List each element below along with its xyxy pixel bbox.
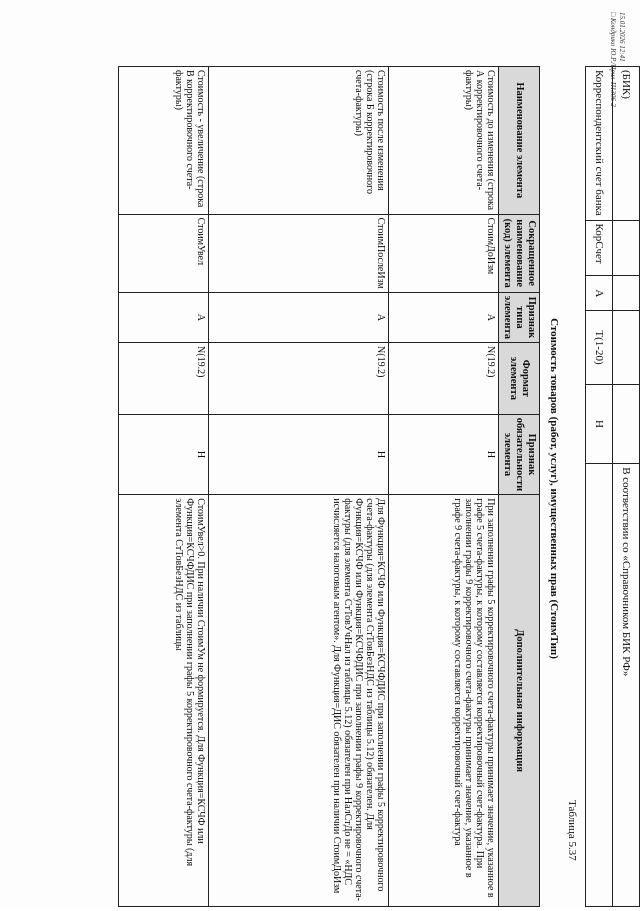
table-row	[613, 67, 640, 907]
table-caption: Стоимость товаров (работ, услуг), имущественных прав (СтоимТип)	[548, 318, 560, 659]
cell-name: (БИК)	[613, 67, 640, 221]
cell-info: В соответствии со «Справочником БИК РФ»	[613, 464, 640, 907]
cell-name: Стоимость до изменения (строка А корректировочного счета-фактуры)	[389, 67, 499, 215]
header-type: Признак типа элемента	[499, 292, 540, 342]
cell-format: T(1-20)	[586, 311, 613, 385]
cell-format: N(19.2)	[119, 343, 209, 415]
cell-req: Н	[209, 414, 389, 495]
stoimtip-table	[118, 66, 540, 907]
cell-req	[613, 384, 640, 463]
cell-req: Н	[586, 384, 613, 463]
cell-code: СтоимУвел	[119, 214, 209, 292]
cell-name: Корреспондентский счет банка	[586, 67, 613, 221]
cell-type: А	[209, 292, 389, 342]
cell-code	[613, 220, 640, 276]
header-code: Сокращенное наименование (код) элемента	[499, 214, 540, 292]
footer-line-2: □ Кондрико Ю.Р./Прил-П1306-2	[609, 12, 617, 107]
cell-req: Н	[389, 414, 499, 495]
cell-info: При заполнении графы 5 корректировочного счета-фактуры принимает значение, указанное в графе 5 счета-фактуры, к которому составляется корректировочный счет-фактура. При заполнении графы 9 корректировочного счета-фактуры принимает значение, указанное в графе 9 счета-фактуры, к которому составляется корректировочный счет-фактура	[389, 495, 499, 907]
cell-type: А	[586, 276, 613, 311]
header-info: Дополнительная информация	[499, 495, 540, 907]
cell-format: N(19.2)	[389, 343, 499, 415]
cell-name: Стоимость после изменения (строка Б корректировочного счета-фактуры)	[209, 67, 389, 215]
cell-format: N(19.2)	[209, 343, 389, 415]
header-req: Признак обязательности элемента	[499, 414, 540, 495]
table-row	[209, 67, 389, 907]
table-row	[389, 67, 499, 907]
table-number: Таблица 5.37	[566, 800, 578, 861]
cell-info: СтоимУвел>0. При наличии СтоимУм не формируется. Для Функция=КСЧФ или Функция=КСЧФДИС при заполнении графы 5 корректировочного счета-фактуры (для элемента СтТовБезНДС из таблицы	[119, 495, 209, 907]
header-name: Наименование элемента	[499, 67, 540, 215]
footer-line-1: 15.01.2026 12:41	[618, 12, 626, 62]
cell-type: А	[119, 292, 209, 342]
header-format: Формат элемента	[499, 343, 540, 415]
cell-req: Н	[119, 414, 209, 495]
table-row	[586, 67, 613, 907]
cell-info: Для Функция=КСЧФ или Функция=КСЧФДИС при заполнении графы 5 корректировочного счета-фактуры (для элемента СтТовБезНДС из таблицы 5.12) обязателен. Для Функция=КСЧФ или Функция=КСЧФДИС при заполнении графы 9 корректировочного счета-фактуры (для элемента СтТовУчНал из таблицы 5.12) обязателен при НалСтДо не = «НДС исчисляется налоговым агентом». Для Функция=ДИС обязателен при наличии СтоимДоИзм	[209, 495, 389, 907]
cell-code: СтоимПослеИзм	[209, 214, 389, 292]
cell-code: КорСчет	[586, 220, 613, 276]
cell-format	[613, 311, 640, 385]
previous-table	[585, 66, 640, 907]
cell-info	[586, 464, 613, 907]
cell-code: СтоимДоИзм	[389, 214, 499, 292]
cell-type: А	[389, 292, 499, 342]
cell-type	[613, 276, 640, 311]
cell-name: Стоимость - увеличение (строка В корректировочного счета-фактуры)	[119, 67, 209, 215]
table-row	[119, 67, 209, 907]
table-header-row	[499, 67, 540, 907]
